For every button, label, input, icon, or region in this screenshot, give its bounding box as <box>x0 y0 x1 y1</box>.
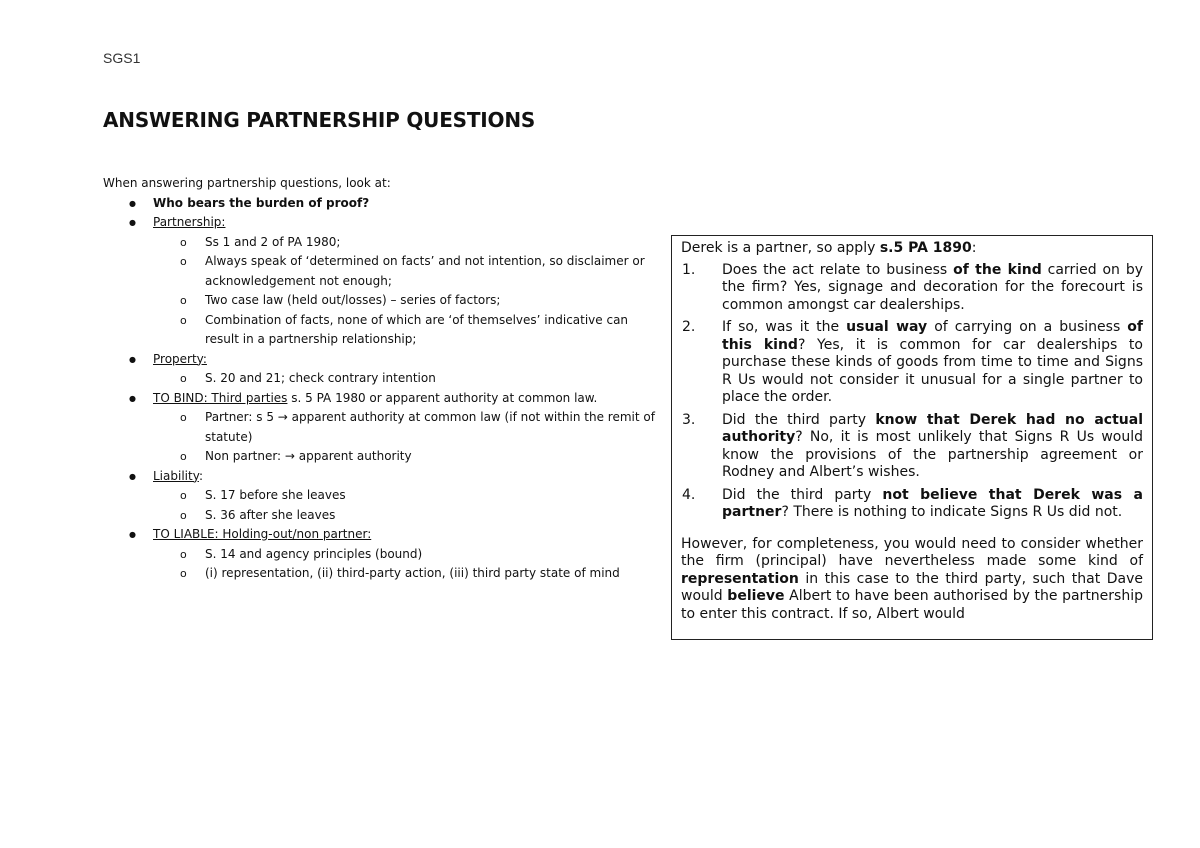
partnership-sublist <box>153 233 663 350</box>
item-number: 3. <box>682 411 696 428</box>
item-text: If so, was it the <box>722 319 847 335</box>
para-text: in this case to the third party, such that Dave would <box>681 570 1143 604</box>
list-item-burden <box>103 194 663 214</box>
item-text: Did the third party <box>722 486 883 503</box>
checklist-section <box>103 174 663 584</box>
item-bold: not believe that Derek was a partner <box>722 486 1143 520</box>
item-text: ? There is nothing to indicate Signs R Us did not. <box>781 504 1123 520</box>
partner-text: Partner: s 5 <box>205 410 278 424</box>
list-item: o S. 20 and 21; check contrary intention <box>153 369 663 389</box>
answer-list <box>681 262 1143 522</box>
property-label: Property: <box>153 351 207 366</box>
list-item-property <box>103 350 663 389</box>
page-title: ANSWERING PARTNERSHIP QUESTIONS <box>103 108 536 132</box>
arrow-icon: → <box>277 410 288 424</box>
list-item-to-liable <box>103 525 663 584</box>
list-item-to-bind <box>103 389 663 467</box>
arrow-icon: → <box>284 449 295 463</box>
non-partner-text-rest: apparent authority <box>294 449 412 463</box>
item-number: 2. <box>682 319 696 335</box>
para-text: Albert to have been authorised by the partnership to enter this contract. If so, Albert would <box>681 588 1143 622</box>
liability-colon: : <box>198 468 203 483</box>
list-item-liability <box>103 467 663 526</box>
item-number: 1. <box>682 261 696 278</box>
checklist <box>103 194 663 584</box>
item-bold: of this kind <box>722 319 1143 353</box>
answer-item <box>681 412 1143 482</box>
heading-statute: s.5 PA 1890 <box>879 240 972 256</box>
answer-heading <box>681 240 1143 258</box>
conclusion-paragraph <box>681 536 1143 624</box>
answer-item <box>681 262 1143 315</box>
item-text: Does the act relate to business <box>722 261 954 278</box>
para-bold: believe <box>727 588 785 604</box>
item-number: 4. <box>682 486 696 503</box>
list-item-non-partner <box>153 447 663 467</box>
para-text: However, for completeness, you would need to consider whether the firm (principal) have nevertheless made some kind of <box>681 535 1143 569</box>
partner-text-rest: apparent authority at common law (if not within the remit of statute) <box>205 410 655 444</box>
list-item: o Always speak of ‘determined on facts’ and not intention, so disclaimer or acknowledgement not enough; <box>153 252 663 291</box>
list-item: o S. 17 before she leaves <box>153 486 663 506</box>
non-partner-text: Non partner: <box>205 449 285 463</box>
answer-box <box>671 235 1153 640</box>
item-bold: know that Derek had no actual authority <box>722 411 1143 445</box>
list-item: o Ss 1 and 2 of PA 1980; <box>153 233 663 253</box>
list-item: o Combination of facts, none of which are ‘of themselves’ indicative can result in a partnership relationship; <box>153 311 663 350</box>
to-liable-sublist <box>153 545 663 584</box>
answer-item <box>681 319 1143 407</box>
property-sublist <box>153 369 663 389</box>
item-text: ? No, it is most unlikely that Signs R Us would know the provisions of the partnership agreement or Rodney and Albert’s wishes. <box>722 429 1143 480</box>
list-item-partner <box>153 408 663 447</box>
item-text: Did the third party <box>722 411 876 428</box>
item-bold: usual way <box>846 319 928 335</box>
to-bind-text: s. 5 PA 1980 or apparent authority at common law. <box>287 390 598 405</box>
heading-text: Derek is a partner, so apply <box>681 240 880 256</box>
list-item: o Two case law (held out/losses) – series of factors; <box>153 291 663 311</box>
intro-text: When answering partnership questions, look at: <box>103 176 391 190</box>
list-item: o S. 14 and agency principles (bound) <box>153 545 663 565</box>
item-bold: of the kind <box>953 261 1042 278</box>
answer-item <box>681 487 1143 522</box>
para-bold: representation <box>681 570 799 587</box>
liability-sublist <box>153 486 663 525</box>
document-header: SGS1 <box>103 50 141 66</box>
item-text: carried on by the firm? Yes, signage and decoration for the forecourt is common amongst car dealerships. <box>722 261 1143 313</box>
liability-label: Liability <box>153 468 199 483</box>
item-text: ? Yes, it is common for car dealerships to purchase these kinds of goods from time to time and Signs R Us would not consider it unusual for a single partner to place the order. <box>722 336 1143 405</box>
list-item: o S. 36 after she leaves <box>153 506 663 526</box>
item-text: of carrying on a business <box>927 319 1128 335</box>
list-item-partnership <box>103 213 663 350</box>
list-item: o (i) representation, (ii) third-party action, (iii) third party state of mind <box>153 564 663 584</box>
heading-colon: : <box>971 240 977 256</box>
to-bind-label: TO BIND: Third parties <box>153 390 288 405</box>
to-liable-label: TO LIABLE: Holding-out/non partner: <box>153 527 372 541</box>
to-bind-sublist <box>153 408 663 467</box>
burden-text: Who bears the burden of proof? <box>153 195 370 210</box>
partnership-label: Partnership: <box>153 215 226 229</box>
